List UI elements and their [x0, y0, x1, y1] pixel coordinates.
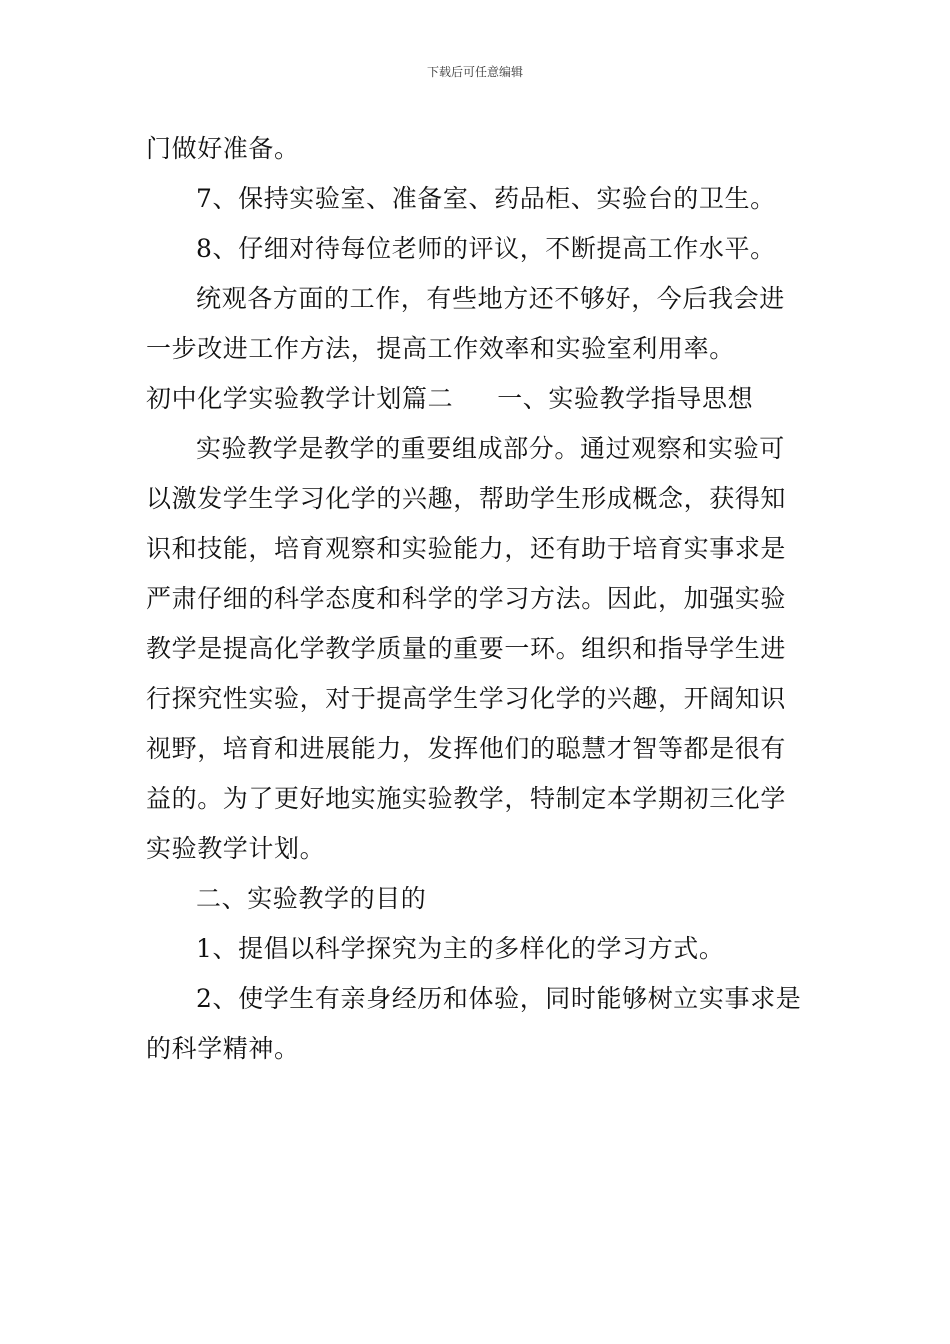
section-heading-2: 二、实验教学的目的	[196, 884, 427, 913]
body-paragraph-line: 实验教学是教学的重要组成部分。通过观察和实验可	[196, 434, 785, 463]
body-paragraph-line: 视野，培育和进展能力，发挥他们的聪慧才智等都是很有	[146, 734, 787, 763]
document-title: 初中化学实验教学计划篇二	[146, 384, 454, 413]
body-paragraph-line: 实验教学计划。	[146, 834, 326, 863]
body-paragraph-line: 益的。为了更好地实施实验教学，特制定本学期初三化学	[146, 784, 787, 813]
list-item-7: 7、保持实验室、准备室、药品柜、实验台的卫生。	[196, 184, 776, 213]
body-paragraph-line: 识和技能，培育观察和实验能力，还有助于培育实事求是	[146, 534, 787, 563]
list-item-8: 8、仔细对待每位老师的评议，不断提高工作水平。	[196, 234, 776, 263]
list-item-1: 1、提倡以科学探究为主的多样化的学习方式。	[196, 934, 725, 963]
section-title-line	[146, 374, 810, 424]
list-item-2-continuation: 的科学精神。	[146, 1034, 300, 1063]
text-line: 门做好准备。	[146, 134, 300, 163]
document-body	[146, 124, 810, 1074]
page-header-watermark: 下载后可任意编辑	[426, 65, 523, 79]
summary-paragraph-line: 一步改进工作方法，提高工作效率和实验室利用率。	[146, 334, 735, 363]
body-paragraph-line: 教学是提高化学教学质量的重要一环。组织和指导学生进	[146, 634, 787, 663]
body-paragraph-line: 行探究性实验，对于提高学生学习化学的兴趣，开阔知识	[146, 684, 787, 713]
section-heading-1: 一、实验教学指导思想	[497, 384, 754, 413]
summary-paragraph-line: 统观各方面的工作，有些地方还不够好，今后我会进	[196, 284, 785, 313]
body-paragraph-line: 以激发学生学习化学的兴趣，帮助学生形成概念，获得知	[146, 484, 787, 513]
body-paragraph-line: 严肃仔细的科学态度和科学的学习方法。因此，加强实验	[146, 584, 787, 613]
list-item-2: 2、使学生有亲身经历和体验，同时能够树立实事求是	[196, 984, 802, 1013]
